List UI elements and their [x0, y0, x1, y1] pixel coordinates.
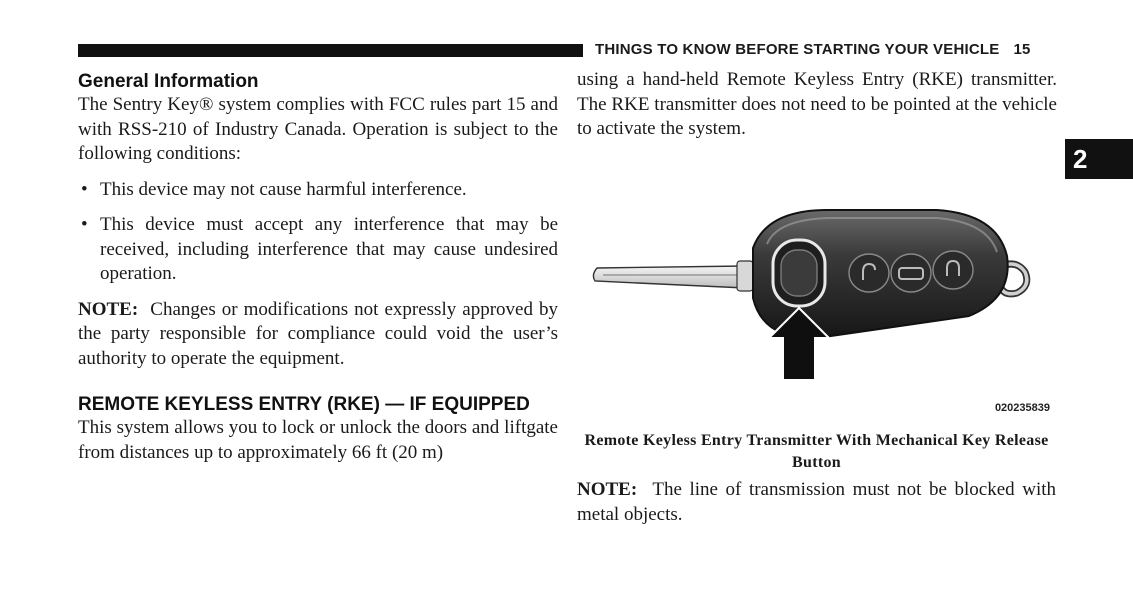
key-fob-illustration: [577, 148, 1056, 420]
key-blade-collar: [737, 261, 753, 291]
note-label: NOTE:: [577, 479, 638, 500]
key-fob-figure: [577, 148, 1056, 420]
figure-code: 020235839: [994, 402, 1050, 414]
left-column: [78, 68, 558, 465]
unlock-button: [849, 254, 889, 292]
note-text: The line of transmission must not be blocked with metal objects.: [577, 479, 1056, 525]
fcc-note: [78, 298, 558, 372]
general-information-heading: General Information: [78, 71, 259, 92]
key-blade: [593, 266, 749, 288]
rke-heading: REMOTE KEYLESS ENTRY (RKE) — IF EQUIPPED: [78, 394, 530, 415]
running-header: [595, 41, 1031, 58]
page-number: 15: [1013, 41, 1031, 58]
figure-caption: Remote Keyless Entry Transmitter With Mechanical Key Release Button: [584, 432, 1049, 471]
rke-paragraph: This system allows you to lock or unlock the doors and liftgate from distances up to approximately 66 ft (20 m): [78, 417, 558, 463]
liftgate-button: [891, 254, 931, 292]
chapter-tab: 2: [1065, 139, 1133, 179]
right-column: [577, 68, 1057, 142]
sentry-key-paragraph: The Sentry Key® system complies with FCC rules part 15 and with RSS-210 of Industry Canada. Operation is subject to the following conditions:: [78, 94, 558, 164]
section-title: THINGS TO KNOW BEFORE STARTING YOUR VEHICLE: [595, 41, 1000, 58]
list-item: • This device must accept any interference that may be received, including interference that may cause undesired operation.: [78, 213, 558, 287]
list-item: • This device may not cause harmful interference.: [78, 178, 558, 203]
note-text: Changes or modifications not expressly approved by the party responsible for compliance could void the user’s authority to operate the equipment.: [78, 298, 559, 369]
conditions-list: [78, 178, 558, 287]
note-label: NOTE:: [78, 298, 139, 320]
key-release-button-face: [781, 250, 817, 296]
rke-continued-paragraph: using a hand-held Remote Keyless Entry (RKE) transmitter. The RKE transmitter does not need to be pointed at the vehicle to activate the system.: [577, 69, 1057, 139]
header-rule: [78, 44, 583, 57]
transmission-note: [577, 478, 1056, 527]
lock-button: [933, 251, 973, 289]
